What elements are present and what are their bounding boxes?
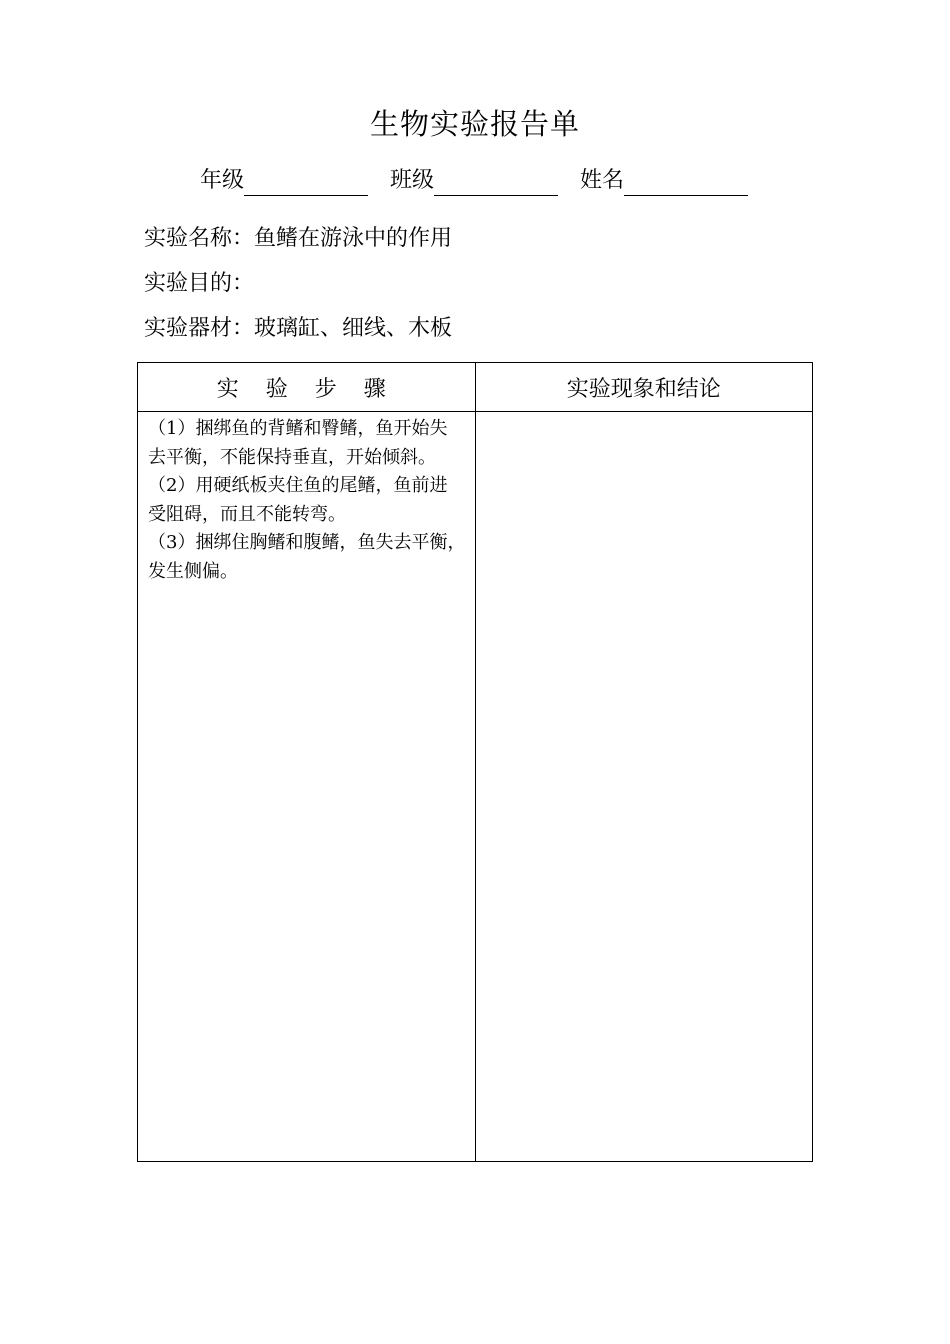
report-table — [137, 362, 813, 1162]
results-header: 实验现象和结论 — [475, 363, 813, 412]
step-line-5: （3）捆绑住胸鳍和腹鳍，鱼失去平衡， — [148, 532, 466, 553]
step-line-1: （1）捆绑鱼的背鳍和臀鳍，鱼开始失 — [148, 418, 448, 439]
grade-label: 年级 — [200, 168, 245, 193]
table-row — [138, 412, 813, 1162]
experiment-name: 实验名称：鱼鳍在游泳中的作用 — [144, 226, 453, 251]
experiment-purpose: 实验目的： — [144, 271, 255, 296]
results-cell[interactable] — [475, 412, 813, 1162]
name-label: 姓名 — [580, 168, 625, 193]
class-label: 班级 — [390, 168, 435, 193]
grade-blank[interactable] — [244, 167, 368, 196]
name-blank[interactable] — [624, 167, 748, 196]
class-blank[interactable] — [434, 167, 558, 196]
student-info-row — [200, 164, 748, 196]
step-line-6: 发生侧偏。 — [148, 560, 238, 582]
page-title: 生物实验报告单 — [369, 107, 580, 141]
step-line-3: （2）用硬纸板夹住鱼的尾鳍，鱼前进 — [148, 475, 448, 496]
steps-header: 实 验 步 骤 — [138, 363, 476, 412]
name-field — [580, 166, 748, 196]
grade-field — [200, 166, 368, 196]
steps-text — [138, 412, 475, 586]
table-header-row — [138, 363, 813, 412]
step-line-2: 去平衡，不能保持垂直，开始倾斜。 — [148, 446, 436, 468]
class-field — [390, 166, 558, 196]
experiment-materials: 实验器材：玻璃缸、细线、木板 — [144, 316, 453, 341]
steps-cell — [138, 412, 476, 1162]
step-line-4: 受阻碍，而且不能转弯。 — [148, 503, 346, 525]
